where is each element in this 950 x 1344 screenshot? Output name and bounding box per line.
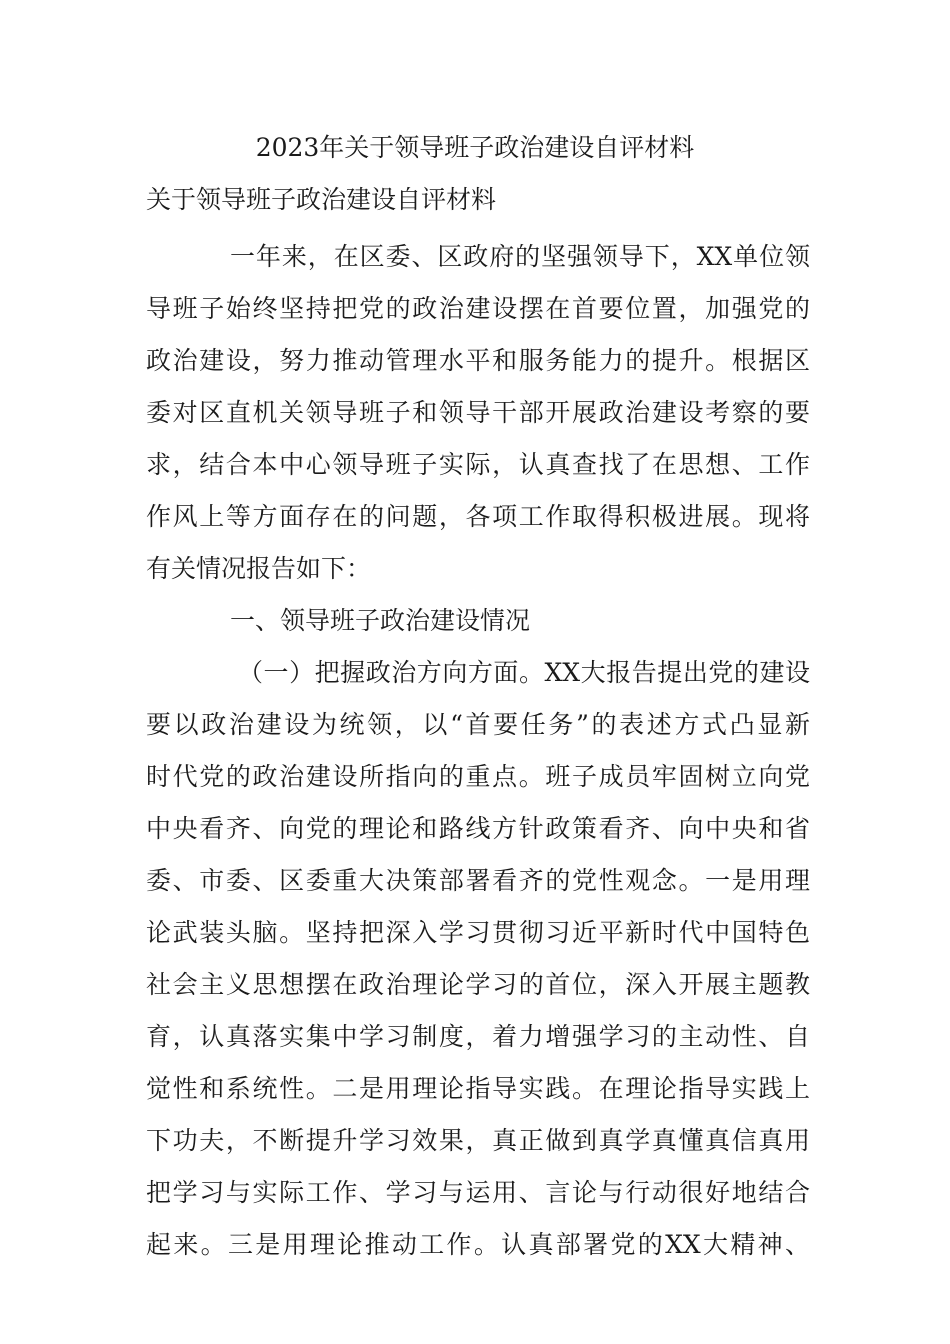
- body-line: 觉性和系统性。二是用理论指导实践。在理论指导实践上: [146, 1074, 810, 1103]
- body-line: 论武装头脑。坚持把深入学习贯彻习近平新时代中国特色: [146, 918, 810, 947]
- section-heading: 一、领导班子政治建设情况: [230, 606, 531, 635]
- body-line: 导班子始终坚持把党的政治建设摆在首要位置，加强党的: [146, 294, 810, 323]
- body-line: 政治建设，努力推动管理水平和服务能力的提升。根据区: [146, 346, 810, 375]
- document-body: [146, 231, 810, 1271]
- document-subtitle: 关于领导班子政治建设自评材料: [146, 185, 497, 214]
- body-line: 求，结合本中心领导班子实际，认真查找了在思想、工作: [146, 450, 810, 479]
- body-line: 时代党的政治建设所指向的重点。班子成员牢固树立向党: [146, 762, 810, 791]
- body-line: 一年来，在区委、区政府的坚强领导下，XX单位领: [230, 242, 810, 271]
- body-line: 起来。三是用理论推动工作。认真部署党的XX大精神、: [146, 1230, 810, 1259]
- body-line: 育，认真落实集中学习制度，着力增强学习的主动性、自: [146, 1022, 810, 1051]
- body-line: 有关情况报告如下：: [146, 554, 372, 583]
- body-line: 委对区直机关领导班子和领导干部开展政治建设考察的要: [146, 398, 810, 427]
- body-line: 下功夫，不断提升学习效果，真正做到真学真懂真信真用: [146, 1126, 810, 1155]
- body-line: 把学习与实际工作、学习与运用、言论与行动很好地结合: [146, 1178, 810, 1207]
- body-line: 社会主义思想摆在政治理论学习的首位，深入开展主题教: [146, 970, 810, 999]
- body-line: 作风上等方面存在的问题，各项工作取得积极进展。现将: [146, 502, 810, 531]
- document-title: 2023年关于领导班子政治建设自评材料: [255, 133, 695, 162]
- body-line: 委、市委、区委重大决策部署看齐的党性观念。一是用理: [146, 866, 810, 895]
- body-line: 中央看齐、向党的理论和路线方针政策看齐、向中央和省: [146, 814, 810, 843]
- body-line: （一）把握政治方向方面。XX大报告提出党的建设: [238, 658, 810, 687]
- body-line: 要以政治建设为统领，以“首要任务”的表述方式凸显新: [146, 710, 810, 739]
